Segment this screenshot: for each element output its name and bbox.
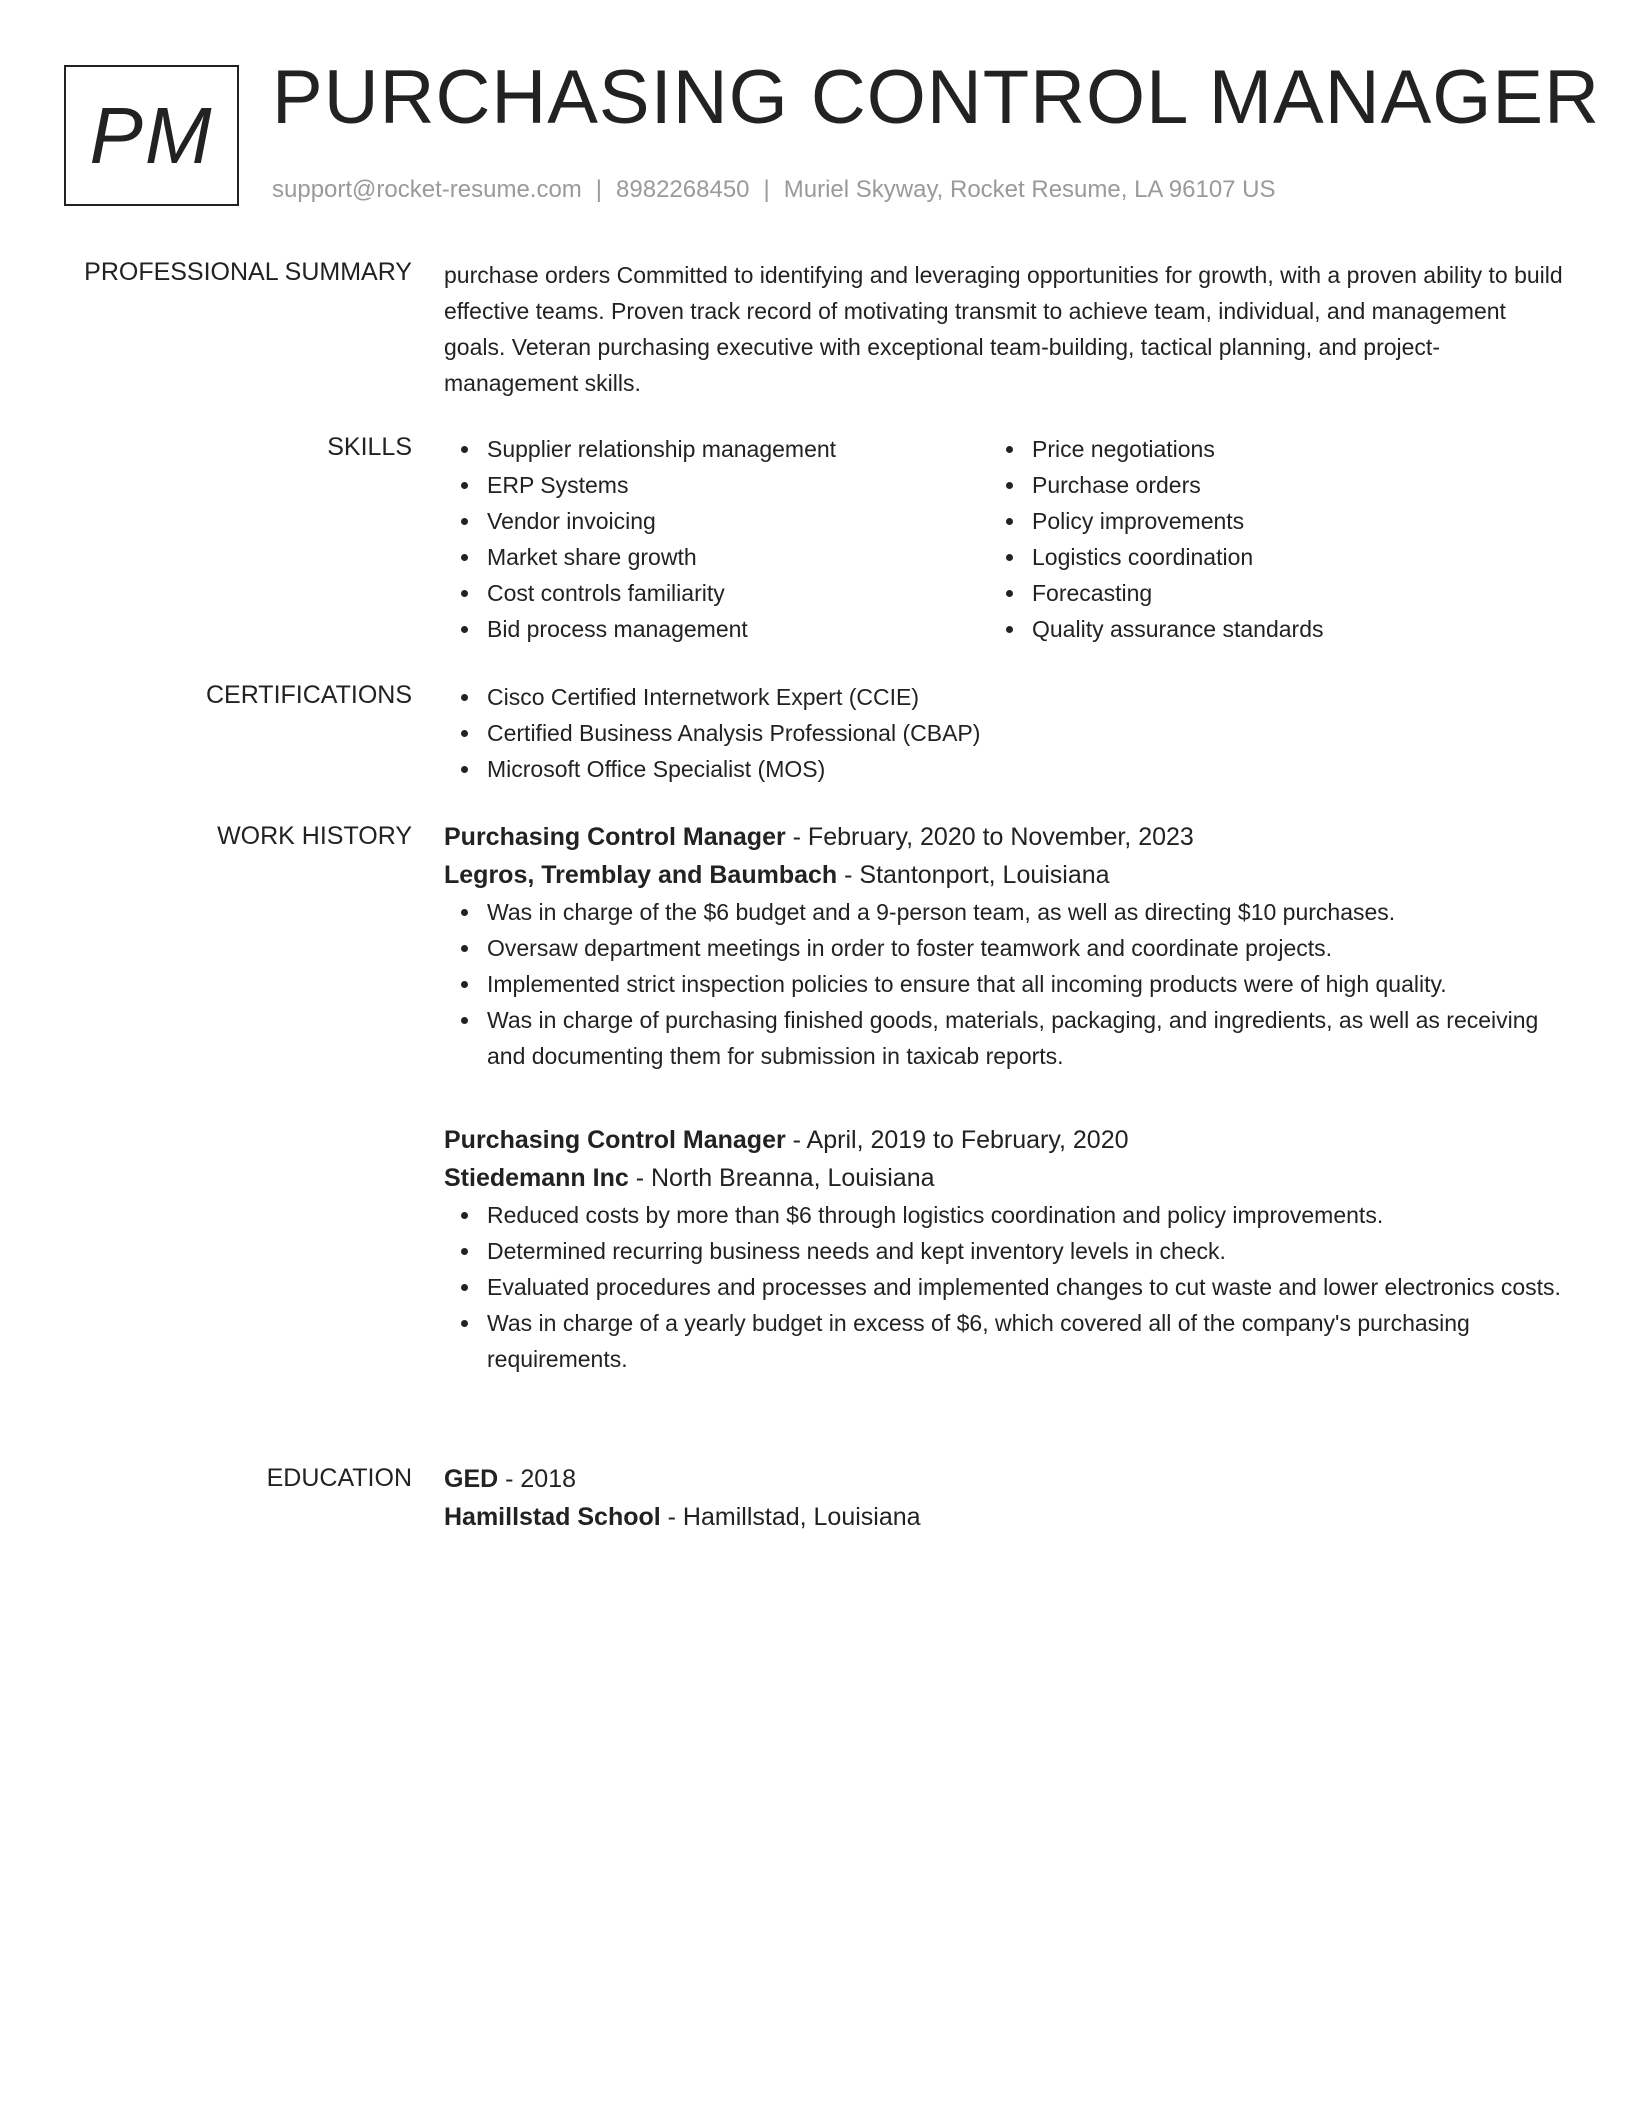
contact-separator: | bbox=[763, 176, 770, 203]
summary-heading: PROFESSIONAL SUMMARY bbox=[84, 258, 412, 286]
skill-item: Policy improvements bbox=[989, 503, 1509, 539]
resume-name: PURCHASING CONTROL MANAGER bbox=[272, 55, 1600, 140]
education-location: - Hamillstad, Louisiana bbox=[660, 1503, 921, 1531]
job-company-line bbox=[444, 1159, 1564, 1197]
education-entry bbox=[444, 1460, 1564, 1536]
job-title: Purchasing Control Manager bbox=[444, 823, 786, 851]
work-history-heading: WORK HISTORY bbox=[217, 822, 412, 850]
job-duty-item: Was in charge of a yearly budget in excess of $6, which covered all of the company's purchasing requirements. bbox=[444, 1305, 1564, 1377]
contact-line bbox=[272, 176, 1592, 204]
job-duty-item: Was in charge of the $6 budget and a 9-person team, as well as directing $10 purchases. bbox=[444, 894, 1564, 930]
monogram-initials: PM bbox=[89, 90, 214, 180]
skill-item: Forecasting bbox=[989, 575, 1509, 611]
job-duty-item: Implemented strict inspection policies to ensure that all incoming products were of high quality. bbox=[444, 966, 1564, 1002]
job-title: Purchasing Control Manager bbox=[444, 1126, 786, 1154]
job-dates: - February, 2020 to November, 2023 bbox=[785, 823, 1194, 851]
monogram-logo bbox=[64, 65, 239, 206]
skill-item: ERP Systems bbox=[444, 467, 964, 503]
job-duty-item: Oversaw department meetings in order to foster teamwork and coordinate projects. bbox=[444, 930, 1564, 966]
skills-column-left bbox=[444, 431, 964, 647]
education-school-line bbox=[444, 1498, 1564, 1536]
skills-column-right bbox=[989, 431, 1509, 647]
skill-item: Market share growth bbox=[444, 539, 964, 575]
certifications-bullets bbox=[444, 679, 1564, 787]
skill-item: Vendor invoicing bbox=[444, 503, 964, 539]
job-location: - Stantonport, Louisiana bbox=[837, 861, 1110, 889]
skill-item: Cost controls familiarity bbox=[444, 575, 964, 611]
job-title-line bbox=[444, 1121, 1564, 1159]
certifications-heading: CERTIFICATIONS bbox=[205, 681, 412, 709]
job-entry bbox=[444, 1121, 1564, 1377]
certification-item: Microsoft Office Specialist (MOS) bbox=[444, 751, 1564, 787]
job-dates: - April, 2019 to February, 2020 bbox=[785, 1126, 1129, 1154]
education-year: - 2018 bbox=[498, 1465, 577, 1493]
summary-text: purchase orders Committed to identifying and leveraging opportunities for growth, with a proven ability to build effective teams. Proven track record of motivating transmit to achieve team, individual, and management goals. Veteran purchasing executive with exceptional team-building, tactical planning, and project-management skills. bbox=[444, 262, 1563, 396]
job-company: Legros, Tremblay and Baumbach bbox=[444, 861, 838, 889]
job-duty-item: Was in charge of purchasing finished goods, materials, packaging, and ingredients, as well as receiving and documenting them for submission in taxicab reports. bbox=[444, 1002, 1564, 1074]
skill-item: Quality assurance standards bbox=[989, 611, 1509, 647]
certification-item: Certified Business Analysis Professional (CBAP) bbox=[444, 715, 1564, 751]
job-duty-item: Evaluated procedures and processes and implemented changes to cut waste and lower electronics costs. bbox=[444, 1269, 1564, 1305]
job-location: - North Breanna, Louisiana bbox=[628, 1164, 935, 1192]
skill-item: Supplier relationship management bbox=[444, 431, 964, 467]
education-degree-line bbox=[444, 1460, 1564, 1498]
education-degree: GED bbox=[444, 1465, 499, 1493]
skill-item: Price negotiations bbox=[989, 431, 1509, 467]
job-duties bbox=[444, 1197, 1564, 1377]
education-school: Hamillstad School bbox=[444, 1503, 661, 1531]
job-duty-item: Reduced costs by more than $6 through logistics coordination and policy improvements. bbox=[444, 1197, 1564, 1233]
job-entry bbox=[444, 818, 1564, 1074]
contact-email[interactable]: support@rocket-resume.com bbox=[272, 176, 582, 203]
contact-separator: | bbox=[595, 176, 603, 203]
contact-address: Muriel Skyway, Rocket Resume, LA 96107 US bbox=[783, 176, 1276, 203]
education-heading: EDUCATION bbox=[266, 1464, 412, 1492]
skills-heading: SKILLS bbox=[327, 433, 412, 461]
skills-list bbox=[444, 431, 1564, 647]
job-duties bbox=[444, 894, 1564, 1074]
certifications-list bbox=[444, 679, 1564, 787]
certification-item: Cisco Certified Internetwork Expert (CCIE) bbox=[444, 679, 1564, 715]
skill-item: Bid process management bbox=[444, 611, 964, 647]
job-company-line bbox=[444, 856, 1564, 894]
job-duty-item: Determined recurring business needs and kept inventory levels in check. bbox=[444, 1233, 1564, 1269]
job-title-line bbox=[444, 818, 1564, 856]
job-company: Stiedemann Inc bbox=[444, 1164, 629, 1192]
skill-item: Logistics coordination bbox=[989, 539, 1509, 575]
skill-item: Purchase orders bbox=[989, 467, 1509, 503]
contact-phone[interactable]: 8982268450 bbox=[616, 176, 750, 203]
